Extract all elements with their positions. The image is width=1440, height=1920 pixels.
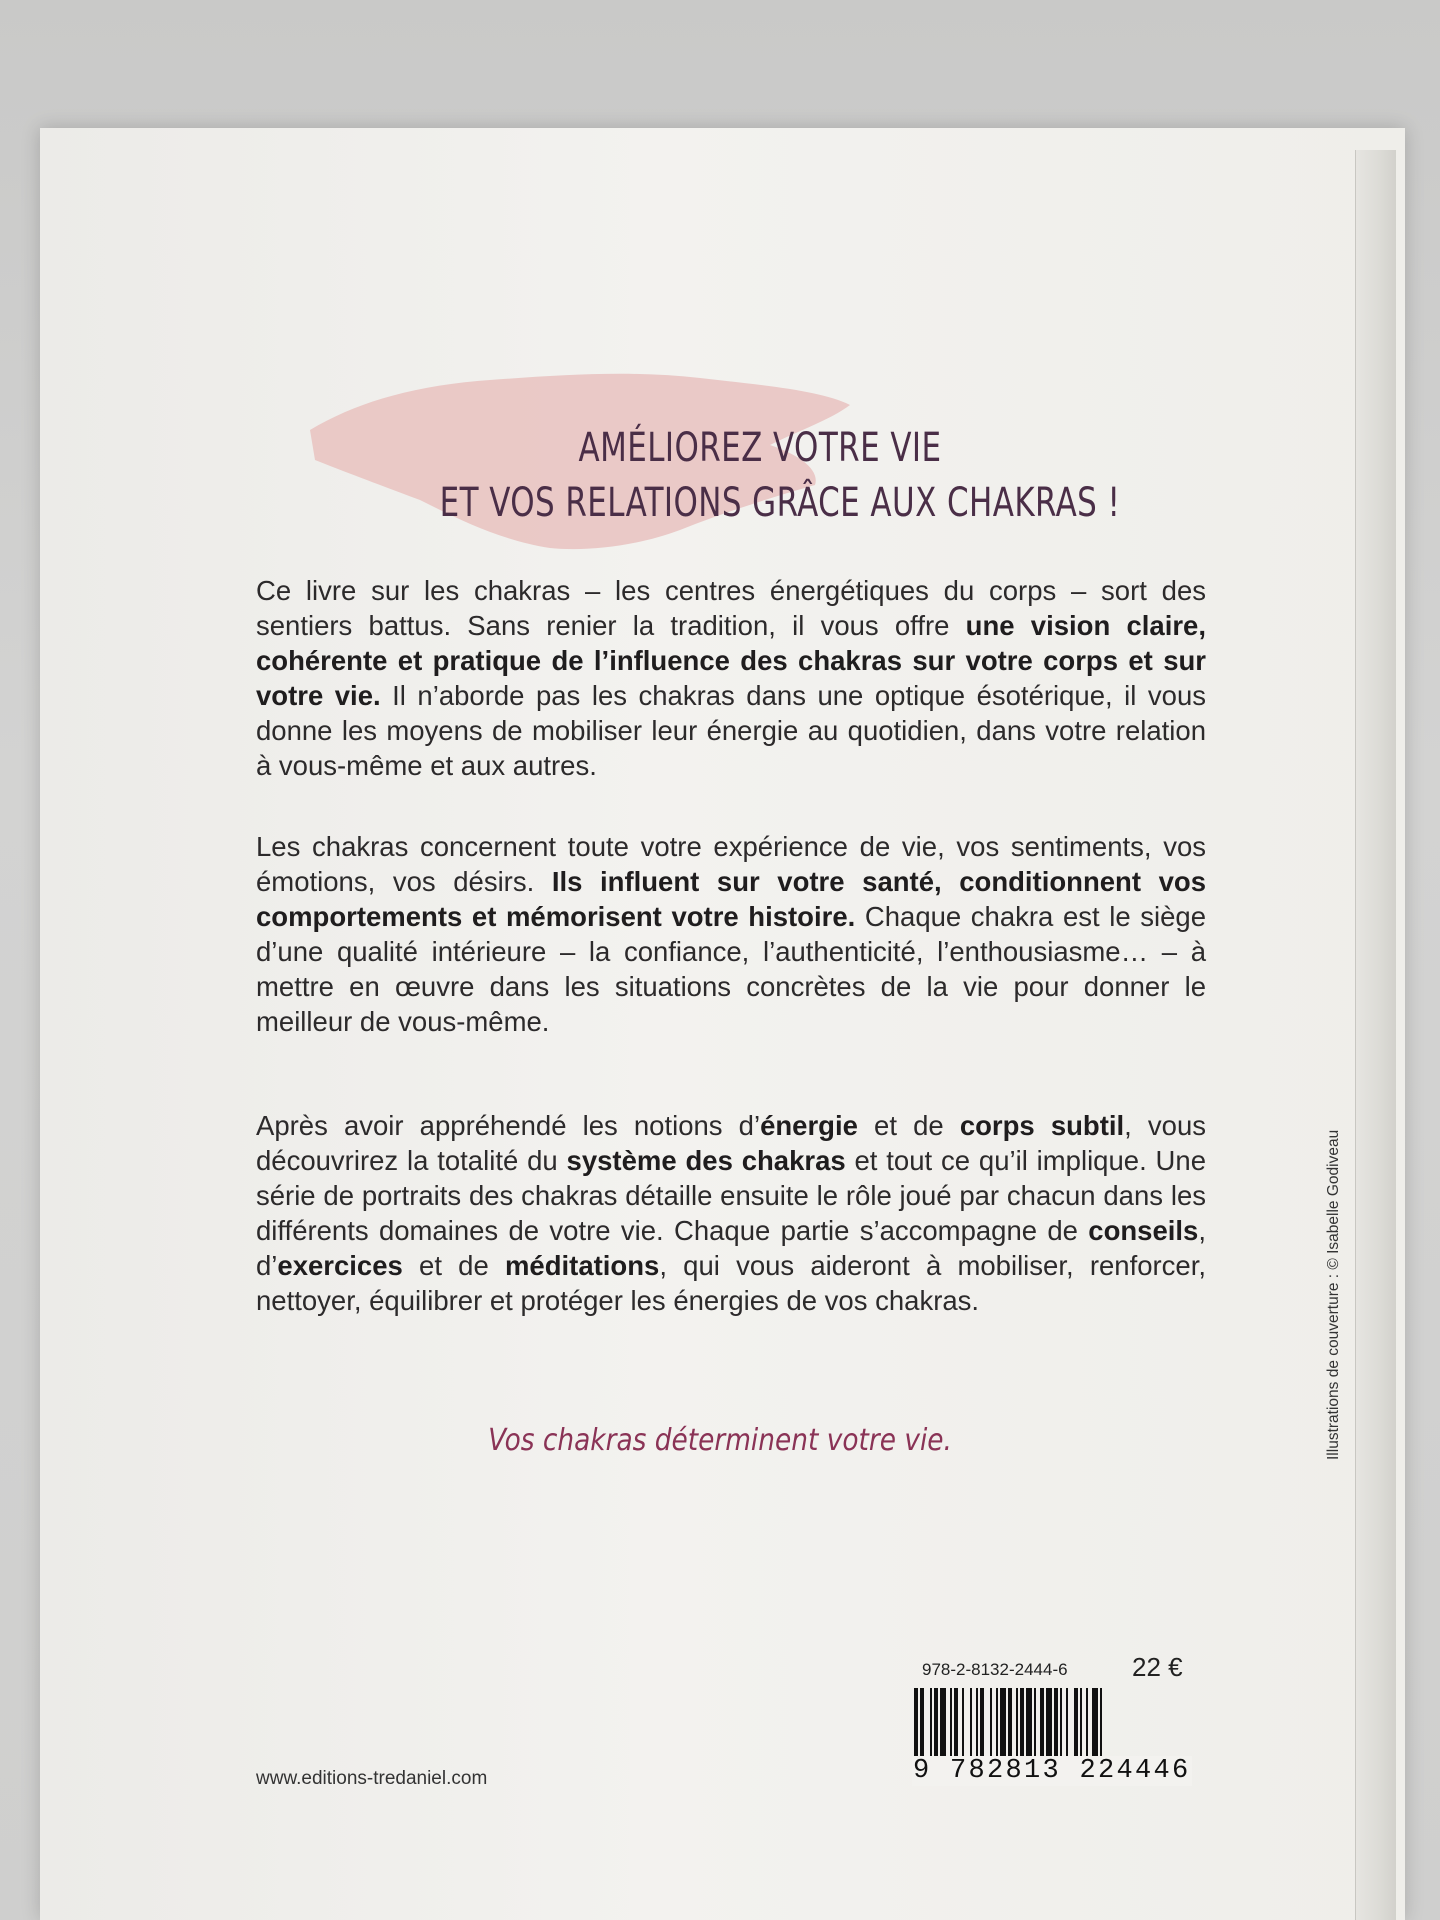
barcode-bar [914,1688,918,1756]
emphasized-text: système des chakras [566,1145,846,1176]
body-text: , vous découvrirez la totalité du [256,1110,1207,1176]
body-text: Il n’aborde pas les chakras dans une optique ésotérique, il vous donne les moyens de mobiliser leur énergie au quotidien, dans votre relation à vous-même et aux autres. [256,680,1206,781]
tagline: Vos chakras déterminent votre vie. [488,1423,952,1458]
body-text: et tout ce qu’il implique. Une série de portraits des chakras détaille ensuite le rôle joué par chacun dans les différents domaines de votre vie. Chaque partie s’accompagne de [256,1145,1206,1246]
barcode-bar [930,1688,932,1756]
body-text: et de [402,1250,505,1281]
book-page-edge [1355,150,1396,1920]
publisher-website: www.editions-tredaniel.com [256,1768,488,1789]
emphasized-text: corps subtil [959,1110,1125,1141]
body-text: et de [857,1110,960,1141]
barcode-bar [1000,1688,1006,1756]
barcode-bar [1074,1688,1078,1756]
body-text: Après avoir appréhendé les notions d’ [256,1110,761,1141]
ean-digits [912,1756,1200,1786]
headline-line-1: AMÉLIOREZ VOTRE VIE [578,425,942,471]
emphasized-text: Ils influent sur votre santé, conditionnent vos comportements et mémorisent votre histoire. [256,866,1206,932]
barcode-bar [1086,1688,1088,1756]
body-text: Les chakras concernent toute votre expérience de vie, vos sentiments, vos émotions, vos désirs. [256,831,1206,897]
barcode-bar [1034,1688,1036,1756]
description-paragraph-2 [256,829,1206,1039]
barcode-bar [920,1688,924,1756]
barcode-bar [980,1688,984,1756]
barcode-bar [1040,1688,1044,1756]
barcode-bar [1008,1688,1012,1756]
barcode-bar [962,1688,964,1756]
description-paragraph-1 [256,573,1206,783]
barcode-bar [1054,1688,1058,1756]
barcode-bar [970,1688,972,1756]
barcode-bar [1016,1688,1018,1756]
body-text: , d’ [256,1215,1206,1281]
barcode-bar [1092,1688,1098,1756]
barcode-bar [940,1688,946,1756]
barcode-bar [1100,1688,1102,1756]
emphasized-text: conseils [1088,1215,1199,1246]
barcode-bar [990,1688,992,1756]
emphasized-text: exercices [277,1250,403,1281]
barcode-bar [1080,1688,1082,1756]
barcode-bar [1066,1688,1068,1756]
barcode-bar [1026,1688,1032,1756]
headline-line-2: ET VOS RELATIONS GRÂCE AUX CHAKRAS ! [439,480,1121,526]
description-paragraph-3 [256,1108,1206,1318]
illustration-credit: Illustrations de couverture : © Isabelle Godiveau [1325,1129,1342,1460]
emphasized-text: énergie [760,1110,858,1141]
emphasized-text: méditations [504,1250,660,1281]
body-text: Chaque chakra est le siège d’une qualité intérieure – la confiance, l’authenticité, l’enthousiasme… – à mettre en œuvre dans les situations concrètes de la vie pour donner le meilleur de vous-même. [256,901,1206,1037]
barcode-bar [996,1688,998,1756]
barcode-bar [950,1688,952,1756]
barcode-bar [934,1688,938,1756]
body-text: , qui vous aideront à mobiliser, renforcer, nettoyer, équilibrer et protéger les énergies de vos chakras. [256,1250,1206,1316]
barcode-bar [1060,1688,1062,1756]
barcode-bar [976,1688,978,1756]
emphasized-text: une vision claire, cohérente et pratique de l’influence des chakras sur votre corps et sur votre vie. [256,610,1206,711]
ean-digits-text: 9 782813 224446 [913,1756,1191,1786]
barcode-bar [1020,1688,1024,1756]
barcode-bar [954,1688,958,1756]
barcode-bar [1046,1688,1052,1756]
isbn-number: 978-2-8132-2444-6 [922,1660,1068,1679]
body-text: Ce livre sur les chakras – les centres énergétiques du corps – sort des sentiers battus. Sans renier la tradition, il vous offre [256,575,1206,641]
price: 22 € [1132,1652,1183,1682]
